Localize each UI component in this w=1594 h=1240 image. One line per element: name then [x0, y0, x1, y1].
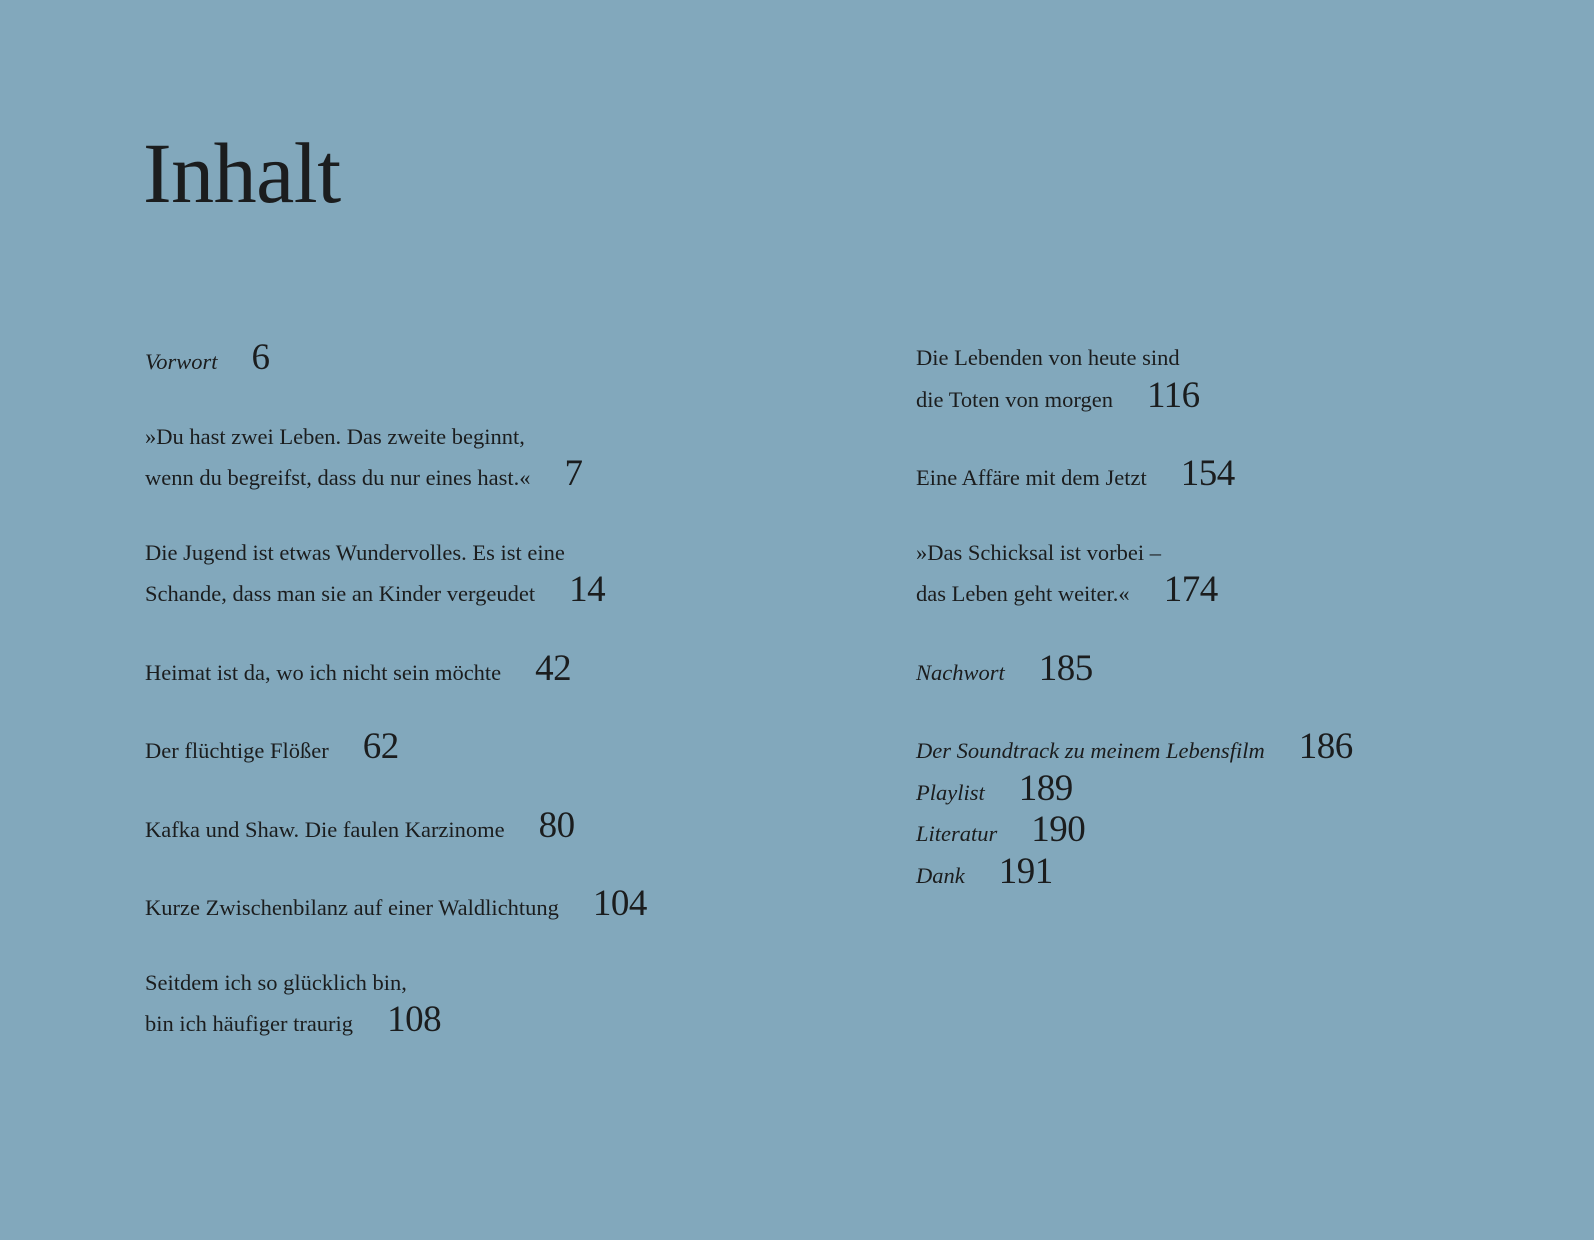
toc-page-number: 14 — [569, 569, 606, 610]
toc-entry-line — [916, 534, 1556, 572]
toc-entry — [916, 728, 1556, 770]
toc-entry-title: bin ich häufiger traurig — [145, 1011, 354, 1036]
toc-entry-line — [145, 728, 845, 770]
toc-entry — [916, 647, 1556, 692]
toc-page-number: 116 — [1146, 374, 1200, 416]
toc-entry-line — [145, 804, 845, 849]
toc-entry-title: »Das Schicksal ist vorbei – — [916, 539, 1161, 565]
toc-entry-title: Der flüchtige Flößer — [145, 738, 329, 763]
toc-entry-line — [916, 374, 1556, 419]
toc-entry — [916, 811, 1556, 853]
toc-entry — [145, 804, 845, 849]
toc-page-number: 174 — [1163, 569, 1218, 610]
toc-entry-title: Playlist — [916, 779, 985, 805]
toc-page-number: 7 — [564, 453, 583, 494]
toc-entry-line — [145, 418, 845, 456]
toc-entry-line — [145, 1001, 845, 1043]
toc-page-number: 42 — [535, 647, 572, 689]
toc-entry-title: Eine Affäre mit dem Jetzt — [916, 465, 1147, 490]
toc-entry-line — [916, 811, 1556, 853]
toc-entry — [145, 534, 845, 613]
toc-right-column — [916, 339, 1556, 931]
toc-entry-title: Vorwort — [145, 349, 218, 374]
toc-entry-title: »Du hast zwei Leben. Das zweite beginnt, — [145, 423, 525, 449]
toc-entry-line — [916, 767, 1556, 812]
toc-entry — [916, 850, 1556, 895]
toc-entry — [145, 728, 845, 770]
toc-page-number: 186 — [1298, 726, 1353, 767]
toc-page-number: 108 — [387, 999, 442, 1040]
toc-entry-line — [916, 571, 1556, 613]
toc-entry-title: Heimat ist da, wo ich nicht sein möchte — [145, 659, 502, 685]
toc-entry — [916, 455, 1556, 497]
toc-page-number: 189 — [1018, 767, 1073, 809]
toc-entry-line — [145, 455, 845, 497]
toc-entry-line — [916, 728, 1556, 770]
toc-left-column — [145, 339, 845, 1080]
toc-entry-title: Die Lebenden von heute sind — [916, 345, 1180, 370]
toc-page-number: 104 — [592, 883, 647, 924]
toc-page-number: 185 — [1038, 647, 1093, 689]
toc-entry-title: Kurze Zwischenbilanz auf einer Waldlichtung — [145, 895, 559, 920]
toc-entry-line — [916, 339, 1556, 377]
toc-entry-line — [145, 647, 845, 692]
page-title: Inhalt — [143, 125, 341, 221]
toc-entry-line — [145, 964, 845, 1002]
toc-entry — [916, 767, 1556, 812]
toc-entry — [145, 339, 845, 381]
toc-page-number: 6 — [251, 337, 270, 378]
toc-entry-line — [145, 339, 845, 381]
toc-entry — [916, 339, 1556, 418]
toc-page-number: 62 — [362, 726, 399, 767]
toc-page-number: 190 — [1031, 809, 1086, 850]
toc-entry-line — [145, 534, 845, 572]
toc-entry-line — [145, 571, 845, 613]
toc-entry — [145, 418, 845, 497]
toc-entry — [145, 885, 845, 927]
toc-entry — [916, 534, 1556, 613]
toc-entry-title: Schande, dass man sie an Kinder vergeudet — [145, 581, 536, 606]
toc-entry-title: Dank — [916, 862, 965, 888]
toc-entry-line — [916, 647, 1556, 692]
toc-entry-line — [145, 885, 845, 927]
toc-entry — [145, 647, 845, 692]
toc-entry-title: Der Soundtrack zu meinem Lebensfilm — [916, 738, 1265, 763]
toc-page-number: 80 — [538, 804, 575, 846]
toc-entry-title: das Leben geht weiter.« — [916, 581, 1130, 606]
toc-entry-title: wenn du begreifst, dass du nur eines hast.« — [145, 465, 531, 490]
toc-page-number: 191 — [998, 850, 1053, 892]
toc-entry — [145, 964, 845, 1043]
toc-entry-title: Seitdem ich so glücklich bin, — [145, 969, 407, 995]
toc-entry-line — [916, 455, 1556, 497]
toc-entry-title: Literatur — [916, 821, 998, 846]
toc-entry-title: Kafka und Shaw. Die faulen Karzinome — [145, 816, 505, 842]
toc-entry-title: Die Jugend ist etwas Wundervolles. Es ist eine — [145, 539, 565, 565]
toc-page-number: 154 — [1180, 453, 1235, 494]
toc-entry-line — [916, 850, 1556, 895]
toc-entry-title: die Toten von morgen — [916, 386, 1113, 412]
toc-entry-title: Nachwort — [916, 659, 1005, 685]
